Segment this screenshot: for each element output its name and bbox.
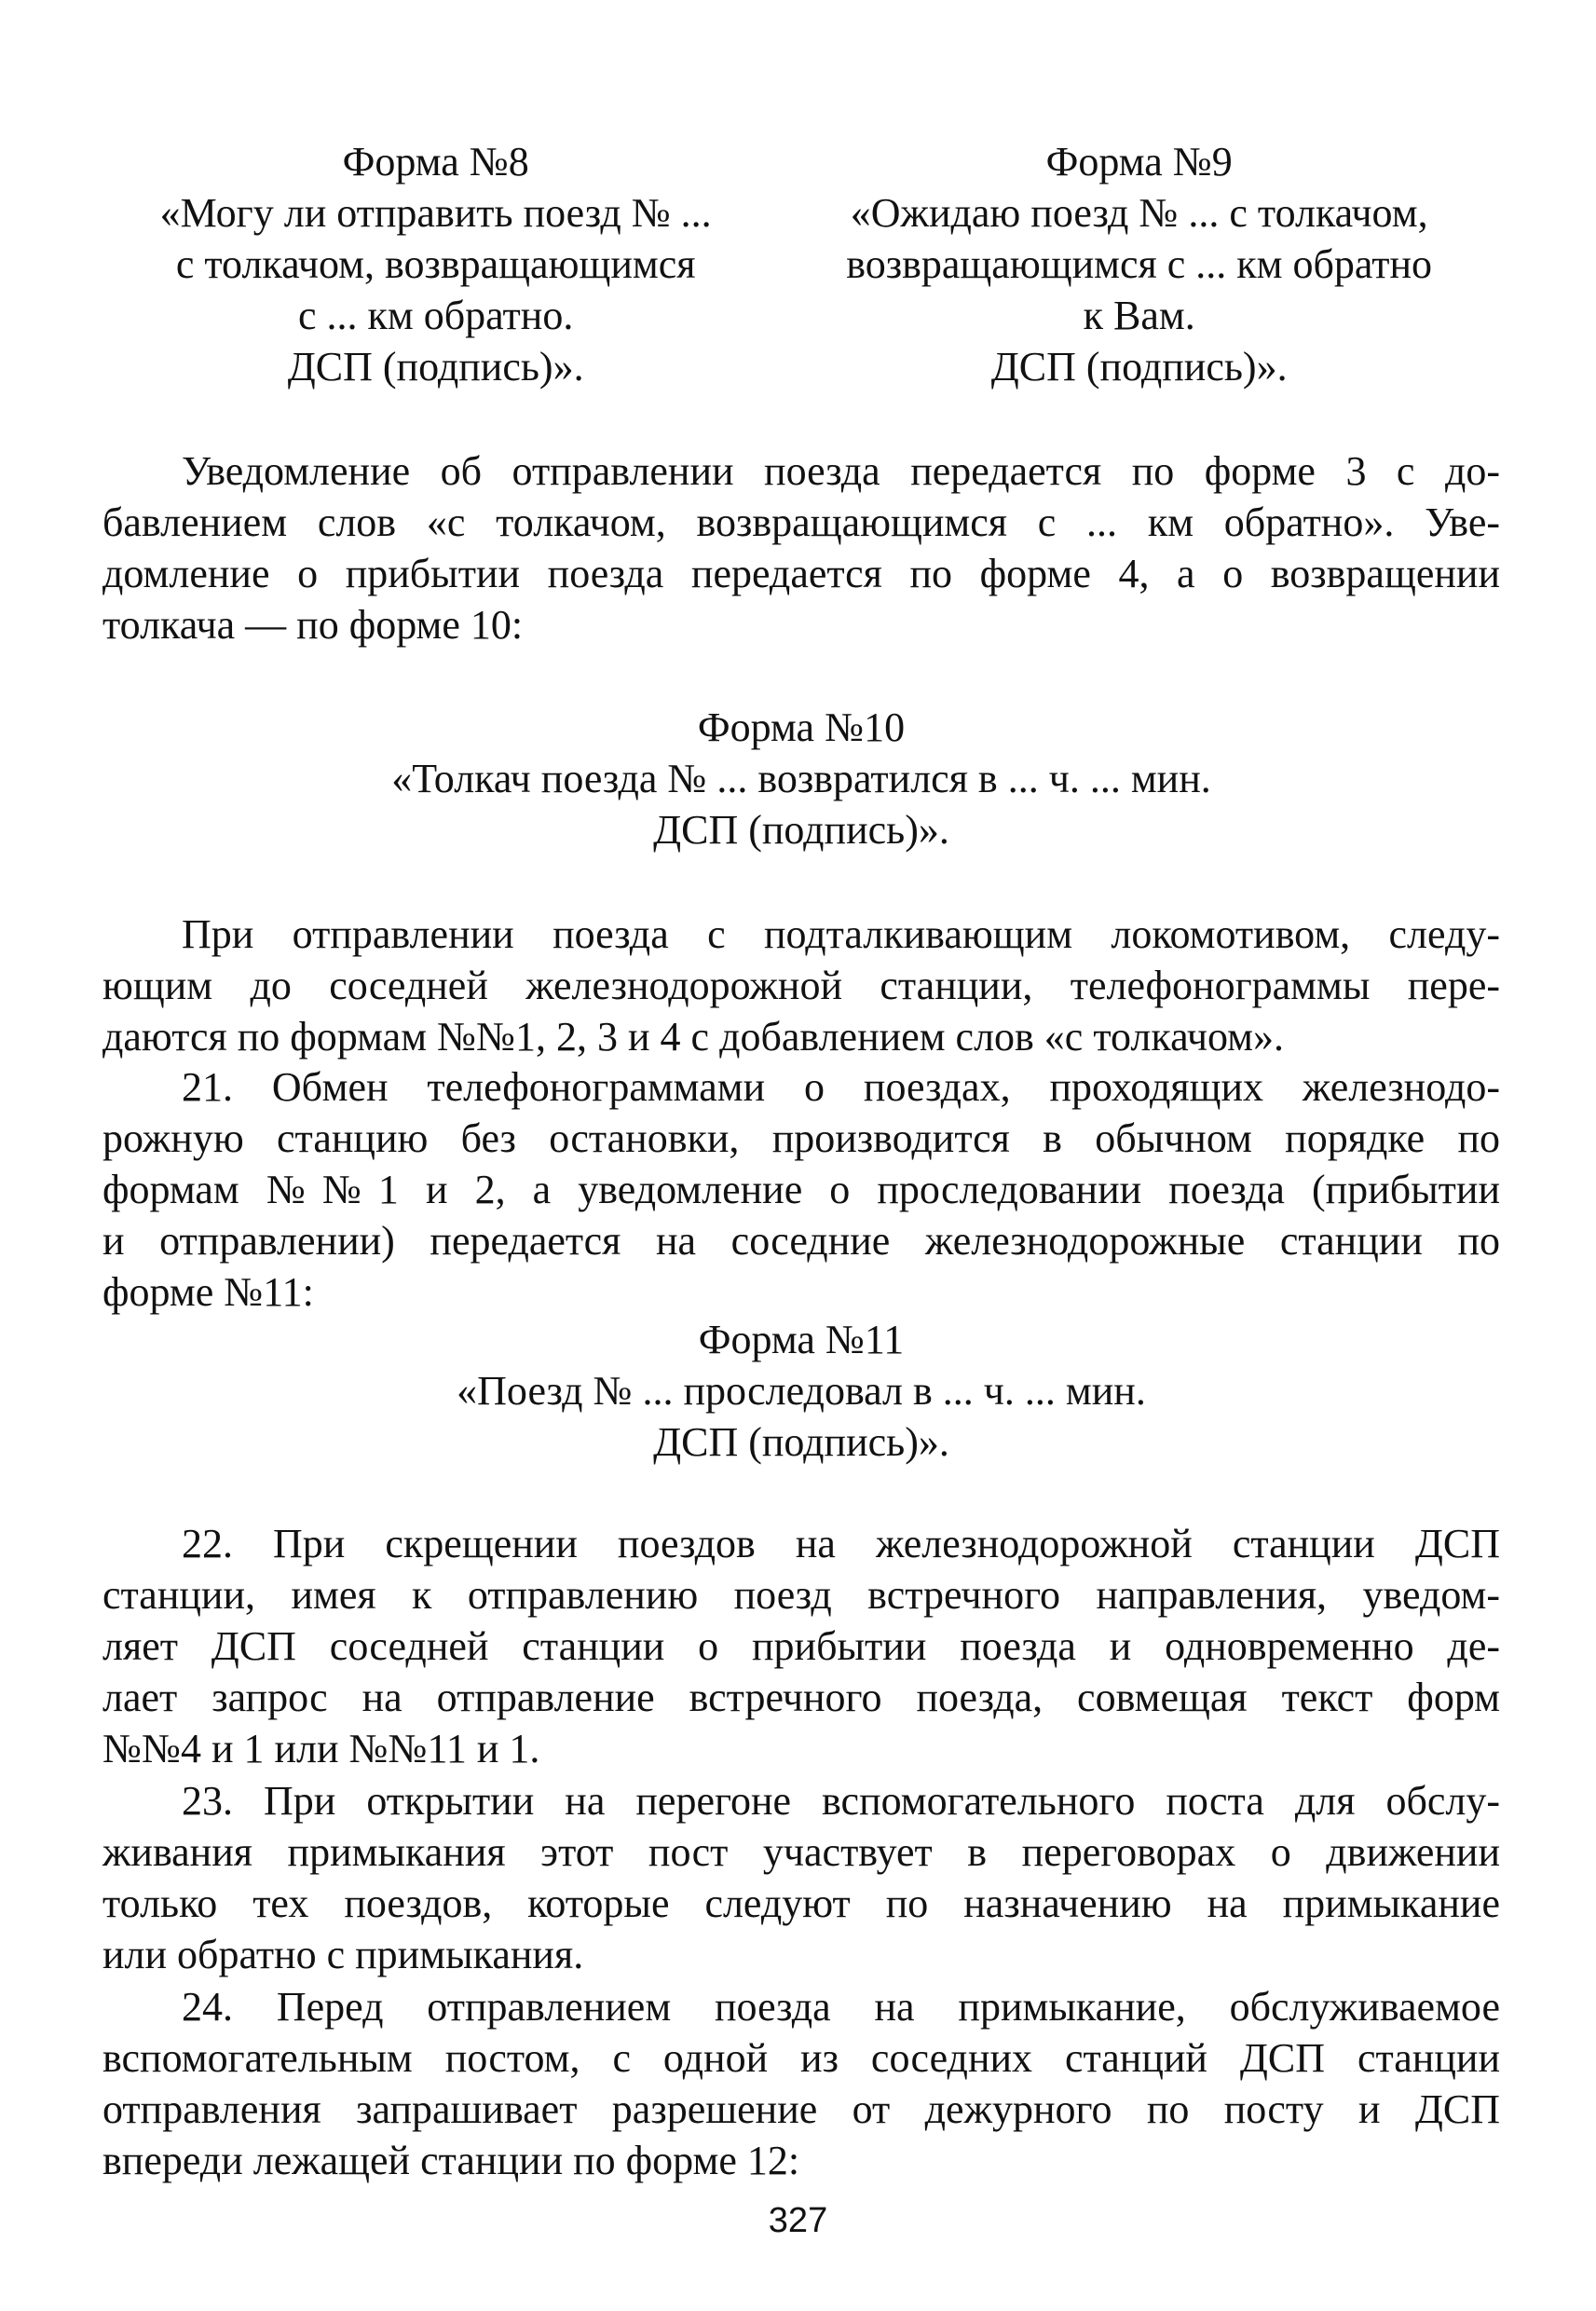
paragraph-line: рожную станцию без остановки, производится в обычном порядке по	[102, 1115, 1500, 1161]
form-10-line: ДСП (подпись)».	[653, 807, 949, 853]
form-10-line: «Толкач поезда № ... возвратился в ... ч. ... мин.	[391, 756, 1211, 801]
form-8-line: с толкачом, возвращающимся	[175, 241, 696, 287]
form-11	[102, 1314, 1500, 1468]
page-number: 327	[768, 2201, 828, 2240]
form-9-title: Форма №9	[1045, 139, 1233, 185]
paragraph-line: Уведомление об отправлении поезда передается по форме 3 с до-	[182, 448, 1500, 494]
form-10	[102, 702, 1500, 855]
paragraph-line: При отправлении поезда с подталкивающим локомотивом, следу-	[182, 911, 1500, 957]
paragraph-24	[102, 1981, 1500, 2186]
paragraph-line: форме №11:	[102, 1269, 314, 1315]
form-8-line: с ... км обратно.	[298, 293, 574, 338]
paragraph-line: домление о прибытии поезда передается по форме 4, а о возвращении	[102, 551, 1500, 596]
paragraph-21	[102, 1061, 1500, 1318]
form-9-line: возвращающимся с ... км обратно	[846, 241, 1433, 287]
form-10-title: Форма №10	[697, 704, 906, 750]
form-8-line: ДСП (подпись)».	[287, 344, 584, 390]
paragraph-notification	[102, 445, 1500, 650]
paragraph-line: только тех поездов, которые следуют по назначению на примыкание	[102, 1880, 1500, 1926]
paragraph-line: отправления запрашивает разрешение от дежурного по посту и ДСП	[102, 2086, 1500, 2132]
form-8-line: «Могу ли отправить поезд № ...	[159, 190, 712, 236]
paragraph-line: лает запрос на отправление встречного поезда, совмещая текст форм	[102, 1675, 1500, 1720]
form-11-line: «Поезд № ... проследовал в ... ч. ... мин.	[457, 1368, 1146, 1414]
form-9-line: ДСП (подпись)».	[990, 344, 1288, 390]
paragraph-23	[102, 1775, 1500, 1980]
form-9-line: «Ожидаю поезд № ... с толкачом,	[850, 190, 1428, 236]
paragraph-line: 23. При открытии на перегоне вспомогательного поста для обслу-	[182, 1778, 1500, 1824]
paragraph-line: 24. Перед отправлением поезда на примыкание, обслуживаемое	[182, 1984, 1500, 2030]
paragraph-line: ляет ДСП соседней станции о прибытии поезда и одновременно де-	[102, 1623, 1500, 1669]
paragraph-line: станции, имея к отправлению поезд встречного направления, уведом-	[102, 1572, 1500, 1618]
paragraph-line: №№4 и 1 или №№11 и 1.	[102, 1726, 540, 1771]
paragraph-line: впереди лежащей станции по форме 12:	[102, 2138, 800, 2183]
forms-8-9-row	[121, 136, 1500, 392]
paragraph-line: и отправлении) передается на соседние железнодорожные станции по	[102, 1218, 1500, 1264]
paragraph-pusher	[102, 909, 1500, 1062]
paragraph-line: 22. При скрещении поездов на железнодорожной станции ДСП	[182, 1521, 1500, 1566]
paragraph-line: бавлением слов «с толкачом, возвращающимся с ... км обратно». Уве-	[102, 499, 1500, 545]
paragraph-line: или обратно с примыкания.	[102, 1932, 584, 1977]
form-8	[121, 136, 750, 392]
paragraph-line: вспомогательным постом, с одной из соседних станций ДСП станции	[102, 2035, 1500, 2081]
form-11-title: Форма №11	[698, 1317, 905, 1362]
paragraph-line: ющим до соседней железнодорожной станции, телефонограммы пере-	[102, 963, 1500, 1008]
paragraph-line: живания примыкания этот пост участвует в переговорах о движении	[102, 1829, 1500, 1875]
paragraph-line: 21. Обмен телефонограммами о поездах, проходящих железнодо-	[182, 1064, 1500, 1110]
paragraph-22	[102, 1518, 1500, 1774]
paragraph-line: формам №№1 и 2, а уведомление о проследовании поезда (прибытии	[102, 1167, 1500, 1212]
form-8-title: Форма №8	[342, 139, 529, 185]
paragraph-line: даются по формам №№1, 2, 3 и 4 с добавлением слов «с толкачом».	[102, 1014, 1284, 1060]
form-9-line: к Вам.	[1083, 293, 1195, 338]
paragraph-line: толкача — по форме 10:	[102, 602, 524, 648]
form-11-line: ДСП (подпись)».	[653, 1419, 949, 1465]
form-9	[778, 136, 1500, 392]
